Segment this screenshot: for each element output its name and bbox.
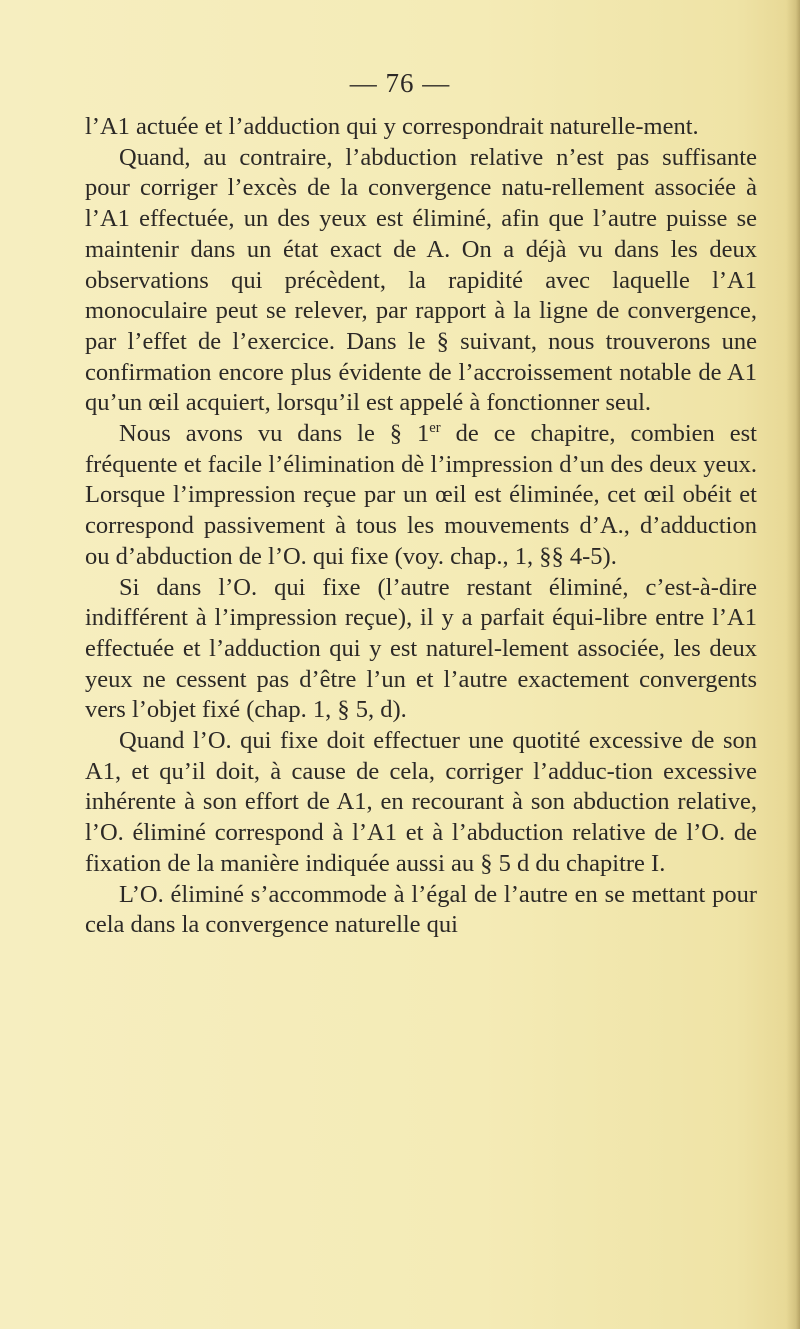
page-edge-shadow bbox=[786, 0, 800, 1329]
paragraph-3 bbox=[85, 419, 757, 573]
page-number: — 76 — bbox=[349, 68, 451, 98]
paragraph-3-end: de ce chapitre, combien est fréquente et facile l’élimination dè l’impression d’un des deux yeux. Lorsque l’impression reçue par un œil est éliminée, cet œil obéit et correspond passivement à tous les mouvements d’A., d’adduction ou d’abduction de l’O. qui fixe (voy. chap., 1, §§ 4-5). bbox=[85, 420, 757, 570]
paragraph-4: Si dans l’O. qui fixe (l’autre restant éliminé, c’est-à-dire indifférent à l’impression reçue), il y a parfait équi-libre entre l’A1 effectuée et l’adduction qui y est naturel-lement associée, les deux yeux ne cessent pas d’être l’un et l’autre exactement convergents vers l’objet fixé (chap. 1, § 5, d). bbox=[85, 573, 757, 724]
superscript-er: er bbox=[429, 419, 441, 436]
paragraph-3-start: Nous avons vu dans le § 1 bbox=[119, 420, 430, 448]
paragraph-5: Quand l’O. qui fixe doit effectuer une quotité excessive de son A1, et qu’il doit, à cause de cela, corriger l’adduc-tion excessive inhérente à son effort de A1, en recourant à son abduction relative, l’O. éliminé correspond à l’A1 et à l’abduction relative de l’O. de fixation de la manière indiquée aussi au § 5 d du chapitre I. bbox=[85, 727, 757, 877]
paragraph-1: l’A1 actuée et l’adduction qui y correspondrait naturelle-ment. bbox=[85, 113, 699, 140]
body-text bbox=[85, 112, 757, 941]
paragraph-6: L’O. éliminé s’accommode à l’égal de l’autre en se mettant pour cela dans la convergence naturelle qui bbox=[85, 880, 757, 939]
paragraph-2: Quand, au contraire, l’abduction relative n’est pas suffisante pour corriger l’excès de la convergence natu-rellement associée à l’A1 effectuée, un des yeux est éliminé, afin que l’autre puisse se maintenir dans un état exact de A. On a déjà vu dans les deux observations qui précèdent, la rapidité avec laquelle l’A1 monoculaire peut se relever, par rapport à la ligne de convergence, par l’effet de l’exercice. Dans le § suivant, nous trouverons une confirmation encore plus évidente de l’accroissement notable de A1 qu’un œil acquiert, lorsqu’il est appelé à fonctionner seul. bbox=[85, 143, 757, 417]
